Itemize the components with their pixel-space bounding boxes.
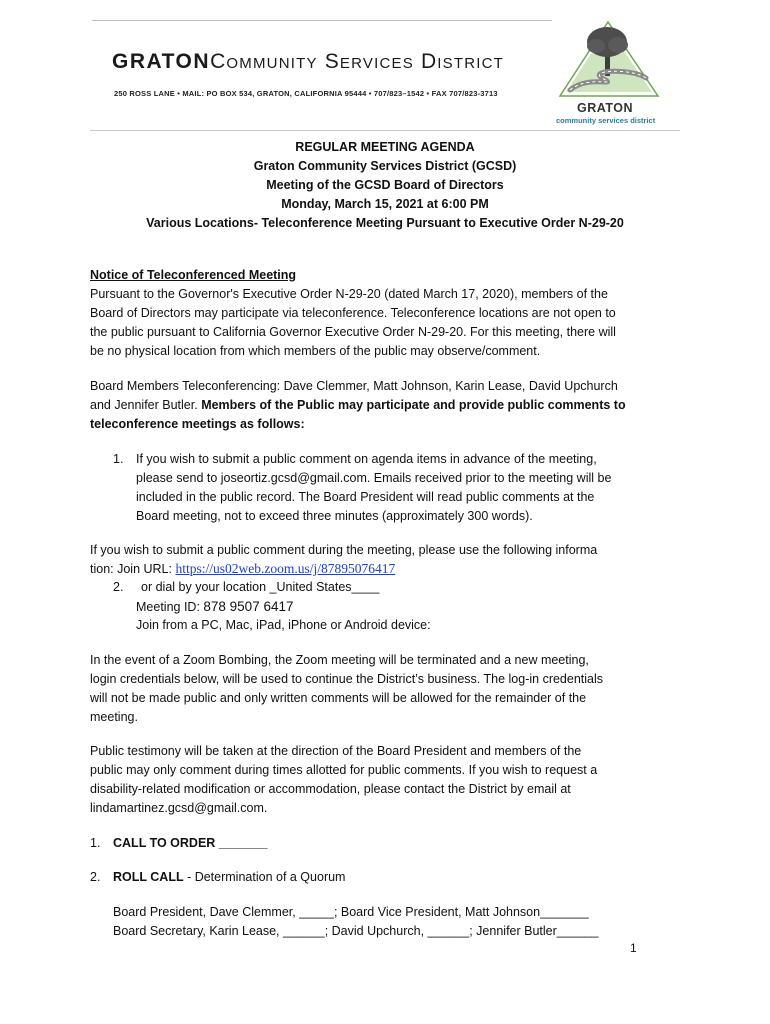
logo-subtitle: community services district — [556, 116, 656, 125]
board-members-line: Board Members Teleconferencing: Dave Clemmer, Matt Johnson, Karin Lease, David Upchurch — [90, 379, 618, 393]
list-number: 2. — [113, 580, 124, 594]
board-members-line: teleconference meetings as follows: — [90, 417, 305, 431]
testimony-line: lindamartinez.gcsd@gmail.com. — [90, 801, 268, 815]
letterhead-top-rule — [92, 20, 552, 21]
during-meeting-line: If you wish to submit a public comment during the meeting, please use the following informa — [90, 543, 598, 557]
meeting-id-line: Meeting ID: 878 9507 6417 — [136, 599, 294, 614]
meeting-id: 878 9507 6417 — [203, 599, 294, 614]
agenda-district: Graton Community Services District (GCSD) — [253, 159, 517, 173]
join-devices-line: Join from a PC, Mac, iPad, iPhone or Android device: — [136, 618, 431, 632]
advance-comment-line: Board meeting, not to exceed three minutes (approximately 300 words). — [136, 509, 533, 523]
testimony-line: Public testimony will be taken at the direction of the Board President and members of the — [90, 744, 582, 758]
testimony-line: public may only comment during times allotted for public comments. If you wish to request a — [90, 763, 598, 777]
list-number: 1. — [113, 452, 124, 466]
agenda-board: Meeting of the GCSD Board of Directors — [266, 178, 504, 192]
notice-line: Board of Directors may participate via teleconference. Teleconference locations are not open to — [90, 306, 616, 320]
district-address: 250 ROSS LANE • MAIL: PO BOX 534, GRATON, CALIFORNIA 95444 • 707/823–1542 • FAX 707/823-3713 — [114, 89, 498, 98]
notice-line: Pursuant to the Governor's Executive Order N-29-20 (dated March 17, 2020), members of the — [90, 287, 608, 301]
advance-comment-line: please send to joseortiz.gcsd@gmail.com. Emails received prior to the meeting will be — [136, 471, 612, 485]
zoombomb-line: will not be made public and only written comments will be allowed for the remainder of the — [90, 691, 587, 705]
agenda-date: Monday, March 15, 2021 at 6:00 PM — [281, 197, 489, 211]
dial-location-line: or dial by your location _United States____ — [141, 580, 380, 594]
zoombomb-line: login credentials below, will be used to continue the District’s business. The log-in credentials — [90, 672, 604, 686]
agenda-item-number: 1. — [90, 836, 101, 850]
testimony-line: disability-related modification or accommodation, please contact the District by email at — [90, 782, 571, 796]
call-to-order: CALL TO ORDER _______ — [113, 836, 268, 850]
agenda-title: REGULAR MEETING AGENDA — [295, 140, 475, 154]
roll-call-line: Board President, Dave Clemmer, _____; Board Vice President, Matt Johnson_______ — [113, 905, 589, 919]
during-meeting-line: tion: Join URL: https://us02web.zoom.us/j/87895076417 — [90, 561, 396, 576]
zoombomb-line: meeting. — [90, 710, 138, 724]
notice-line: the public pursuant to California Governor Executive Order N-29-20. For this meeting, there will — [90, 325, 616, 339]
letterhead-bottom-rule — [90, 130, 680, 131]
advance-comment-line: If you wish to submit a public comment on agenda items in advance of the meeting, — [136, 452, 597, 466]
roll-call-line: Board Secretary, Karin Lease, ______; David Upchurch, ______; Jennifer Butler______ — [113, 924, 599, 938]
zoom-join-link[interactable]: https://us02web.zoom.us/j/87895076417 — [175, 561, 396, 576]
roll-call: ROLL CALL - Determination of a Quorum — [113, 870, 346, 884]
notice-line: be no physical location from which members of the public may observe/comment. — [90, 344, 541, 358]
logo-name: GRATON — [577, 101, 634, 115]
board-members-line: and Jennifer Butler. Members of the Public may participate and provide public comments to — [90, 398, 626, 412]
district-name: GRATONCommunity Services District — [112, 50, 505, 73]
notice-heading: Notice of Teleconferenced Meeting — [90, 268, 297, 282]
page-number: 1 — [630, 941, 637, 955]
agenda-location: Various Locations- Teleconference Meeting Pursuant to Executive Order N-29-20 — [146, 216, 624, 230]
advance-comment-line: included in the public record. The Board President will read public comments at the — [136, 490, 595, 504]
zoombomb-line: In the event of a Zoom Bombing, the Zoom meeting will be terminated and a new meeting, — [90, 653, 589, 667]
agenda-item-number: 2. — [90, 870, 101, 884]
